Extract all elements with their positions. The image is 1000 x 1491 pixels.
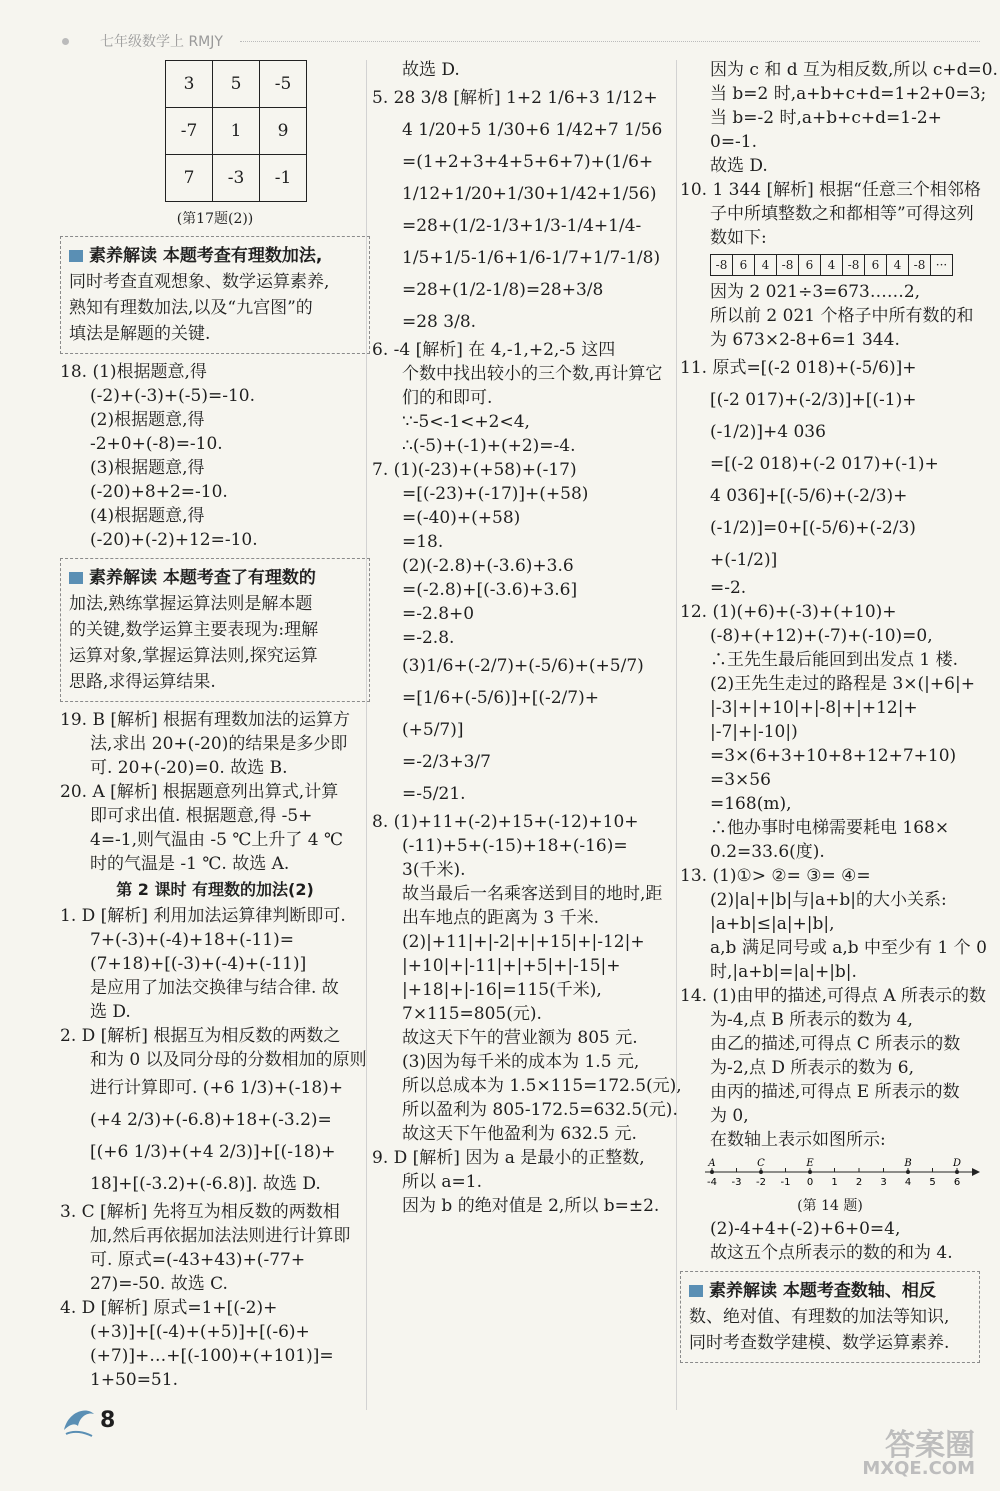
text-line: (2)王先生走过的路程是 3×(|+6|+ — [710, 674, 975, 694]
text-line: =[(-2 018)+(-2 017)+(-1)+ — [710, 454, 939, 474]
text-line: 故当最后一名乘客送到目的地时,距 — [402, 884, 663, 904]
watermark-url: MXQE.COM — [862, 1458, 975, 1479]
literacy-box — [60, 236, 370, 354]
text-line: 加,然后再依据加法法则进行计算即 — [90, 1226, 351, 1246]
box-line: 运算对象,掌握运算法则,探究运算 — [69, 646, 318, 666]
text-line: (3)因为每千米的成本为 1.5 元, — [402, 1052, 640, 1072]
text-line: (-11)+5+(-15)+18+(-16)= — [402, 836, 628, 856]
box-line: 填法是解题的关键. — [69, 324, 211, 344]
text-line: 所以 a=1. — [402, 1172, 483, 1192]
text-line: (-1/2)]+4 036 — [710, 422, 826, 442]
text-line: 进行计算即可. (+6 1/3)+(-18)+ — [90, 1078, 344, 1098]
text-line: (-20)+(-2)+12=-10. — [90, 530, 258, 550]
text-line: 1/12+1/20+1/30+1/42+1/56) — [402, 184, 657, 204]
text-line: |a+b|≤|a|+|b|, — [710, 914, 835, 934]
text-line: 1/5+1/5-1/6+1/6-1/7+1/7-1/8) — [402, 248, 661, 268]
text-line: (3)1/6+(-2/7)+(-5/6)+(+5/7) — [402, 656, 644, 676]
grid-cell: -3 — [213, 155, 260, 202]
magic-square — [165, 60, 307, 202]
answer-4 — [60, 1296, 370, 1392]
point-label: C — [757, 1158, 765, 1169]
text-line: =-2/3+3/7 — [402, 752, 491, 772]
figure-caption: (第17题(2)) — [176, 211, 254, 227]
grid-cell: 7 — [166, 155, 213, 202]
text-line: 9. D [解析] 因为 a 是最小的正整数, — [372, 1148, 645, 1168]
text-line: 0=-1. — [710, 132, 758, 152]
box-line: 素养解读 本题考查了有理数的 — [69, 565, 361, 591]
text-line: =-2. — [710, 578, 747, 598]
header-rule — [240, 41, 980, 42]
text-line: 4. D [解析] 原式=1+[(-2)+ — [60, 1298, 278, 1318]
answer-7 — [372, 458, 674, 810]
text-line: 时的气温是 -1 ℃. 故选 A. — [90, 854, 290, 874]
answer-18 — [60, 360, 370, 552]
text-line: 故选 D. — [710, 156, 768, 176]
column-right — [680, 58, 998, 1369]
text-line: |+10|+|-11|+|+5|+|-15|+ — [402, 956, 621, 976]
text-line: (+7)]+…+[(-100)+(+101)]= — [90, 1346, 334, 1366]
text-line: 0.2=33.6(度). — [710, 842, 825, 862]
answer-2 — [60, 1024, 370, 1200]
literacy-box — [60, 558, 370, 702]
text-line: 是应用了加法交换律与结合律. 故 — [90, 978, 339, 998]
text-line: =(-40)+(+58) — [402, 508, 521, 528]
answer-3 — [60, 1200, 370, 1296]
text-line: 数如下: — [710, 228, 767, 248]
text-line: (2)(-2.8)+(-3.6)+3.6 — [402, 556, 574, 576]
box-line: 思路,求得运算结果. — [69, 672, 216, 692]
text-line: 12. (1)(+6)+(-3)+(+10)+ — [680, 602, 897, 622]
text-line: (2)根据题意,得 — [90, 410, 205, 430]
tick-label: -1 — [780, 1177, 791, 1188]
text-line: +(-1/2)] — [710, 550, 778, 570]
text-line: (-8)+(+12)+(-7)+(-10)=0, — [710, 626, 933, 646]
text-line: =3×(6+3+10+8+12+7+10) — [710, 746, 957, 766]
point-label: D — [952, 1158, 962, 1169]
text-line: 由乙的描述,可得点 C 所表示的数 — [710, 1034, 961, 1054]
literacy-box — [680, 1271, 980, 1363]
text-line: 由丙的描述,可得点 E 所表示的数 — [710, 1082, 960, 1102]
text-line: 为-2,点 D 所表示的数为 6, — [710, 1058, 915, 1078]
text-line: 为-4,点 B 所表示的数为 4, — [710, 1010, 913, 1030]
number-sequence — [710, 254, 953, 276]
text-line: a,b 满足同号或 a,b 中至少有 1 个 0 — [710, 938, 987, 958]
text-line: (7+18)+[(-3)+(-4)+(-11)] — [90, 954, 307, 974]
box-line: 素养解读 本题考查有理数加法, — [69, 243, 361, 269]
text-line: 可. 原式=(-43+43)+(-77+ — [90, 1250, 306, 1270]
text-line: 19. B [解析] 根据有理数加法的运算方 — [60, 710, 351, 730]
text-line: (+4 2/3)+(-6.8)+18+(-3.2)= — [90, 1110, 332, 1130]
answer-14 — [680, 984, 987, 1265]
box-line: 的关键,数学运算主要表现为:理解 — [69, 620, 319, 640]
answer-20 — [60, 780, 370, 876]
answer-10 — [680, 178, 980, 352]
text-line: 4 036]+[(-5/6)+(-2/3)+ — [710, 486, 908, 506]
text-line: =18. — [402, 532, 444, 552]
text-line: |-3|+|+10|+|-8|+|+12|+ — [710, 698, 918, 718]
text-line: 故这五个点所表示的数的和为 4. — [710, 1243, 953, 1263]
text-line: 为 0, — [710, 1106, 749, 1126]
text-line: 1+50=51. — [90, 1370, 178, 1390]
text-line: =28+(1/2-1/8)=28+3/8 — [402, 280, 604, 300]
text-line: [(-2 017)+(-2/3)]+[(-1)+ — [710, 390, 917, 410]
text-line: 因为 c 和 d 互为相反数,所以 c+d=0. — [710, 60, 998, 80]
text-line: [(+6 1/3)+(+4 2/3)]+[(-18)+ — [90, 1142, 336, 1162]
header-title: 七年级数学上 RMJY — [100, 34, 223, 50]
grid-cell: 3 — [166, 61, 213, 108]
answer-6 — [372, 338, 674, 458]
text-line: -2+0+(-8)=-10. — [90, 434, 223, 454]
text-line: 个数中找出较小的三个数,再计算它 — [402, 364, 663, 384]
box-line: 加法,熟练掌握运算法则是解本题 — [69, 594, 313, 614]
text-line: 们的和即可. — [402, 388, 493, 408]
point-label: E — [806, 1158, 814, 1169]
text-line: 法,求出 20+(-20)的结果是多少即 — [90, 734, 348, 754]
seq-cell: -8 — [909, 255, 931, 276]
text-line: =[1/6+(-5/6)]+[(-2/7)+ — [402, 688, 599, 708]
text-line: 10. 1 344 [解析] 根据“任意三个相邻格 — [680, 180, 981, 200]
text-line: (-1/2)]=0+[(-5/6)+(-2/3) — [710, 518, 916, 538]
text-line: =-5/21. — [402, 784, 466, 804]
seq-cell: 4 — [887, 255, 909, 276]
text-line: (+5/7)] — [402, 720, 464, 740]
seq-cell: 6 — [799, 255, 821, 276]
text-line: 3(千米). — [402, 860, 466, 880]
text-line: 因为 2 021÷3=673……2, — [710, 282, 921, 302]
answer-9-cont — [680, 58, 998, 178]
dolphin-logo-icon — [60, 1400, 98, 1440]
answer-19 — [60, 708, 370, 780]
text-line: 5. 28 3/8 [解析] 1+2 1/6+3 1/12+ — [372, 88, 658, 108]
tick-label: 5 — [929, 1177, 936, 1188]
text-line: =28 3/8. — [402, 312, 477, 332]
text-line: 即可求出值. 根据题意,得 -5+ — [90, 806, 313, 826]
text-line: 在数轴上表示如图所示: — [710, 1130, 886, 1150]
section-title: 第 2 课时 有理数的加法(2) — [116, 880, 314, 899]
text-line: 子中所填整数之和都相等”可得这列 — [710, 204, 974, 224]
column-divider — [676, 60, 677, 1410]
grid-cell: 1 — [213, 108, 260, 155]
tick-label: -4 — [707, 1177, 717, 1188]
answer-13 — [680, 864, 987, 984]
grid-cell: 5 — [213, 61, 260, 108]
text-line: 2. D [解析] 根据互为相反数的两数之 — [60, 1026, 341, 1046]
tick-label: 1 — [831, 1177, 838, 1188]
column-middle — [372, 58, 682, 1218]
text-line: 18. (1)根据题意,得 — [60, 362, 207, 382]
point-marker — [710, 1170, 714, 1174]
box-line: 同时考查直观想象、数学运算素养, — [69, 272, 330, 292]
seq-cell: ··· — [931, 255, 953, 276]
text-line: 可. 20+(-20)=0. 故选 B. — [90, 758, 288, 778]
tick-label: -2 — [756, 1177, 766, 1188]
tick-label: 3 — [880, 1177, 887, 1188]
page-number: 8 — [100, 1408, 116, 1433]
answer-12 — [680, 600, 980, 864]
text-line: (2)-4+4+(-2)+6+0=4, — [710, 1219, 901, 1239]
text-line: 7×115=805(元). — [402, 1004, 542, 1024]
text-line: =28+(1/2-1/3+1/3-1/4+1/4- — [402, 216, 642, 236]
text-line: =3×56 — [710, 770, 771, 790]
grid-cell: 9 — [260, 108, 307, 155]
answer-8 — [372, 810, 682, 1146]
tick-label: 2 — [855, 1177, 863, 1188]
answer-1 — [60, 904, 370, 1024]
tick-label: 4 — [904, 1177, 912, 1188]
text-line: 6. -4 [解析] 在 4,-1,+2,-5 这四 — [372, 340, 616, 360]
tick-label: -3 — [731, 1177, 742, 1188]
box-line: 同时考查数学建模、数学运算素养. — [689, 1333, 950, 1353]
grid-cell: -5 — [260, 61, 307, 108]
text-line: 故这天下午他盈利为 632.5 元. — [402, 1124, 637, 1144]
point-marker — [759, 1170, 763, 1174]
text-line: =-2.8+0 — [402, 604, 475, 624]
text-line: 为 673×2-8+6=1 344. — [710, 330, 900, 350]
text-line: 和为 0 以及同分母的分数相加的原则 — [90, 1050, 367, 1070]
text-line: ∵-5<-1<+2<4, — [402, 412, 530, 432]
text-line: 27)=-50. 故选 C. — [90, 1274, 228, 1294]
answer-5 — [372, 82, 674, 338]
text-line: 14. (1)由甲的描述,可得点 A 所表示的数 — [680, 986, 987, 1006]
text-line: |-7|+|-10|) — [710, 722, 798, 742]
page-header — [40, 30, 980, 50]
text-line: (4)根据题意,得 — [90, 506, 205, 526]
point-label: A — [708, 1158, 716, 1169]
text-line: 4=-1,则气温由 -5 ℃上升了 4 ℃ — [90, 830, 344, 850]
seq-cell: -8 — [777, 255, 799, 276]
text-line: (-2)+(-3)+(-5)=-10. — [90, 386, 255, 406]
text-line: 出车地点的距离为 3 千米. — [402, 908, 600, 928]
bullet-icon — [62, 38, 69, 45]
text-line: 因为 b 的绝对值是 2,所以 b=±2. — [402, 1196, 660, 1216]
text-line: =(-2.8)+[(-3.6)+3.6] — [402, 580, 578, 600]
text-line: (-20)+8+2=-10. — [90, 482, 228, 502]
text-line: 所以盈利为 805-172.5=632.5(元). — [402, 1100, 678, 1120]
text-line: 20. A [解析] 根据题意列出算式,计算 — [60, 782, 339, 802]
text-line: 当 b=-2 时,a+b+c+d=1-2+ — [710, 108, 942, 128]
text-line: ∴(-5)+(-1)+(+2)=-4. — [402, 436, 576, 456]
point-label: B — [904, 1158, 912, 1169]
box-line: 数、绝对值、有理数的加法等知识, — [689, 1307, 950, 1327]
point-marker — [808, 1170, 812, 1174]
number-line — [700, 1158, 980, 1190]
tick-label: 0 — [806, 1177, 814, 1188]
seq-cell: 4 — [821, 255, 843, 276]
text-line: ∴王先生最后能回到出发点 1 楼. — [710, 650, 959, 670]
text-line: 故选 D. — [402, 60, 460, 80]
seq-cell: -8 — [711, 255, 733, 276]
text-line: 7+(-3)+(-4)+18+(-11)= — [90, 930, 294, 950]
text-line: =-2.8. — [402, 628, 455, 648]
text-line: 4 1/20+5 1/30+6 1/42+7 1/56 — [402, 120, 663, 140]
text-line: 7. (1)(-23)+(+58)+(-17) — [372, 460, 577, 480]
watermark-logo: 答案圈 — [885, 1428, 975, 1463]
box-line: 熟知有理数加法,以及“九宫图”的 — [69, 298, 313, 318]
box-line: 素养解读 本题考查数轴、相反 — [689, 1278, 971, 1304]
text-line: ∴他办事时电梯需要耗电 168× — [710, 818, 950, 838]
text-line: 1. D [解析] 利用加法运算律判断即可. — [60, 906, 346, 926]
text-line: 时,|a+b|=|a|+|b|. — [710, 962, 857, 982]
grid-cell: -1 — [260, 155, 307, 202]
arrow-icon — [972, 1168, 980, 1176]
text-line: 13. (1)①> ②= ③= ④= — [680, 866, 871, 886]
seq-cell: 4 — [755, 255, 777, 276]
text-line: 所以前 2 021 个格子中所有数的和 — [710, 306, 974, 326]
answer-9 — [372, 1146, 674, 1218]
text-line: 3. C [解析] 先将互为相反数的两数相 — [60, 1202, 340, 1222]
seq-cell: -8 — [843, 255, 865, 276]
seq-cell: 6 — [733, 255, 755, 276]
text-line: 11. 原式=[(-2 018)+(-5/6)]+ — [680, 358, 917, 378]
column-left — [60, 58, 370, 1392]
point-marker — [955, 1170, 959, 1174]
point-marker — [906, 1170, 910, 1174]
text-line: 当 b=2 时,a+b+c+d=1+2+0=3; — [710, 84, 987, 104]
text-line: =168(m), — [710, 794, 792, 814]
text-line: (3)根据题意,得 — [90, 458, 205, 478]
answer-11 — [680, 352, 980, 600]
text-line: (2)|a|+|b|与|a+b|的大小关系: — [710, 890, 947, 910]
text-line: (+3)]+[(-4)+(+5)]+[(-6)+ — [90, 1322, 310, 1342]
text-line: |+18|+|-16|=115(千米), — [402, 980, 602, 1000]
text-line: =[(-23)+(-17)]+(+58) — [402, 484, 589, 504]
text-line: 选 D. — [90, 1002, 131, 1022]
text-line: =(1+2+3+4+5+6+7)+(1/6+ — [402, 152, 654, 172]
tick-label: 6 — [953, 1177, 961, 1188]
figure-caption: (第 14 题) — [797, 1198, 863, 1214]
text-line: 8. (1)+11+(-2)+15+(-12)+10+ — [372, 812, 639, 832]
text-line: 18]+[(-3.2)+(-6.8)]. 故选 D. — [90, 1174, 321, 1194]
grid-cell: -7 — [166, 108, 213, 155]
text-line: 故这天下午的营业额为 805 元. — [402, 1028, 638, 1048]
text-line: 所以总成本为 1.5×115=172.5(元), — [402, 1076, 682, 1096]
text-line: (2)|+11|+|-2|+|+15|+|-12|+ — [402, 932, 645, 952]
seq-cell: 6 — [865, 255, 887, 276]
